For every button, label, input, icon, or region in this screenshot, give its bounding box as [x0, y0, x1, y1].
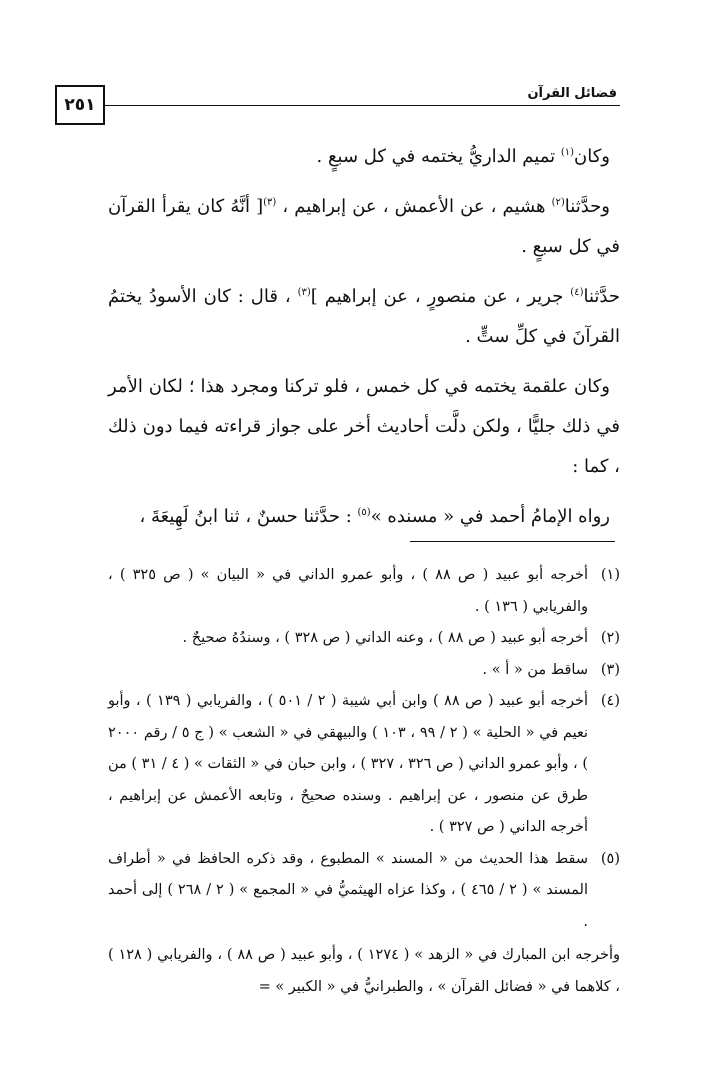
footnote-number: (١): [600, 567, 620, 583]
footnote-rule: [410, 541, 615, 542]
p2-text-middle: هشيم ، عن الأعمش ، عن إبراهيم ،: [276, 196, 552, 217]
p2-text-end: [ أنَّهُ كان يقرأ القرآن في كل سبعٍ .: [108, 196, 620, 257]
footnote-text: أخرجه أبو عبيد ( ص ٨٨ ) ، وأبو عمرو الداني في « البيان » ( ص ٣٢٥ ) ، والفريابي ( ١٣٦ ) .: [108, 567, 588, 615]
footnote-continuation: وأخرجه ابن المبارك في « الزهد » ( ١٢٧٤ ) ، وأبو عبيد ( ص ٨٨ ) ، والفريابي ( ١٢٨ ) ، كلاهما في « فضائل القرآن » ، والطبرانيُّ في « الكبير » =: [108, 947, 621, 995]
footnote-number: (٢): [600, 630, 620, 646]
footnote-text: أخرجه أبو عبيد ( ص ٨٨ ) وابن أبي شيبة ( ٢ / ٥٠١ ) ، والفريابي ( ١٣٩ ) ، وأبو نعيم في « الحلية » ( ٢ / ٩٩ ، ١٠٣ ) والبيهقي في « الشعب » ( ج ٥ / رقم ٢٠٠٠ ) ، وأبو عمرو الداني ( ص ٣٢٦ ، ٣٢٧ ) ، وابن حبان في « الثقات » ( ٤ / ٣١ ) من طرق عن منصور ، عن إبراهيم . وسنده صحيحٌ ، وتابعه الأعمش عن إبراهيم ، أخرجه الداني ( ص ٣٢٧ ) .: [107, 693, 588, 835]
page-number-box: [55, 85, 105, 125]
paragraph-1: [108, 137, 620, 177]
p2-text-start: وحدَّثنا: [564, 196, 610, 217]
paragraph-3: [108, 277, 620, 357]
footnotes: [108, 560, 620, 1003]
footnote-4: [108, 686, 620, 844]
footnote-2: [108, 623, 620, 655]
paragraph-4: وكان علقمة يختمه في كل خمس ، فلو تركنا ومجرد هذا ؛ لكان الأمر في ذلك جليًّا ، ولكن دلَّت أحاديث أخر على جواز قراءته فيما دون ذلك ، كما :: [108, 376, 620, 477]
footnote-number: (٤): [600, 693, 620, 709]
p3-text-start: حدَّثنا: [583, 286, 620, 307]
footnote-3: [108, 655, 620, 687]
footnote-ref: (١): [560, 147, 575, 158]
p5-text-end: : حدَّثنا حسنٌ ، ثنا ابنُ لَهِيعَةَ ،: [139, 506, 358, 527]
footnote-text: سقط هذا الحديث من « المسند » المطبوع ، وقد ذكره الحافظ في « أطراف المسند » ( ٢ / ٤٦٥ ) ، وكذا عزاه الهيثميُّ في « المجمع » ( ٢ / ٢٦٨ ) إلى أحمد .: [108, 850, 588, 930]
page-number: ٢٥١: [64, 95, 96, 115]
footnote-5: [108, 844, 620, 939]
footnote-ref: (٤): [570, 287, 584, 298]
p1-text-start: وكان: [574, 146, 610, 167]
footnote-text: ساقط من « أ » .: [482, 661, 588, 678]
footnote-ref: (٥): [357, 507, 371, 518]
p5-text-start: رواه الإمامُ أحمد في « مسنده »: [370, 506, 610, 527]
p3-text-middle: جرير ، عن منصورٍ ، عن إبراهيم ]: [310, 286, 571, 307]
footnote-ref: (٣): [297, 287, 311, 298]
footnote-number: (٥): [600, 850, 620, 867]
footnote-text: أخرجه أبو عبيد ( ص ٨٨ ) ، وعنه الداني ( ص ٣٢٨ ) ، وسندُهُ صحيحٌ .: [182, 630, 588, 646]
running-title: فضائل القرآن: [527, 86, 617, 101]
footnote-ref: (٢): [551, 197, 565, 208]
paragraph-5: [108, 497, 620, 537]
p3-text-end: ، قال : كان الأسودُ يختمُ القرآنَ في كلِّ ستٍّ .: [108, 286, 620, 347]
header-rule: [105, 105, 620, 106]
footnote-number: (٣): [600, 661, 620, 678]
footnote-1: [108, 560, 620, 623]
footnote-ref: (٣): [263, 197, 277, 208]
main-text: [108, 137, 620, 547]
p1-text-end: تميم الداريُّ يختمه في كل سبعٍ .: [316, 146, 561, 167]
paragraph-2: [108, 187, 620, 267]
